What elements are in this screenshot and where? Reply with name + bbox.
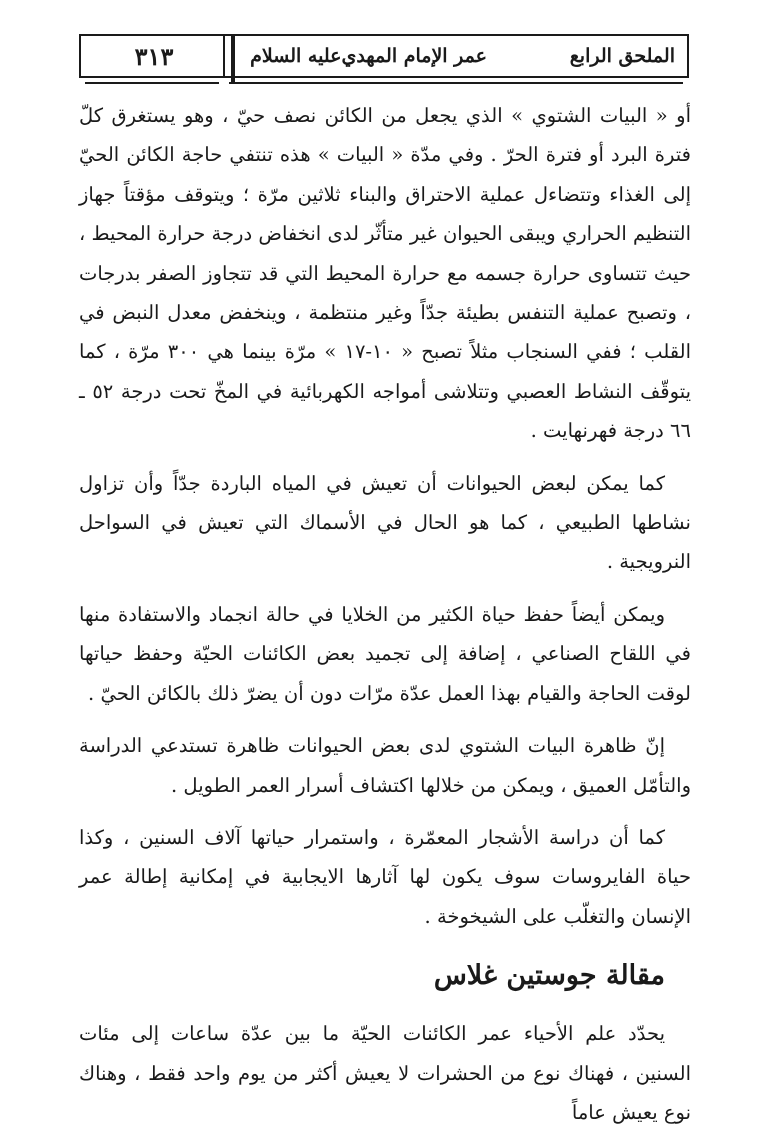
page-header — [79, 34, 689, 84]
paragraph-hibernation: أو « البيات الشتوي » الذي يجعل من الكائن نصف حيّ ، وهو يستغرق كلّ فترة البرد أو فترة الحرّ . وفي مدّة « البيات » هذه تنتفي حاجة الكائن الحيّ إلى الغذاء وتتضاءل عملية الاحتراق والبناء ثلاثين مرّة ؛ ويتوقف مؤقتاً جهاز التنظيم الحراري ويبقى الحيوان غير متأثّر لدى انخفاض درجة حرارة المحيط ، حيث تتساوى حرارة جسمه مع حرارة المحيط التي قد تتجاوز الصفر بدرجات ، وتصبح عملية التنفس بطيئة جدّاً وغير منتظمة ، وينخفض معدل النبض في القلب ؛ ففي السنجاب مثلاً تصبح « ١٠-١٧ » مرّة بينما هي ٣٠٠ مرّة ، كما يتوقّف النشاط العصبي وتتلاشى أمواجه الكهربائية في المخّ تحت درجة ٥٢ ـ ٦٦ درجة فهرنهايت . — [79, 104, 692, 443]
paragraph-hibernation-study: إنّ ظاهرة البيات الشتوي لدى بعض الحيوانات ظاهرة تستدعي الدراسة والتأمّل العميق ، ويمكن من خلالها اكتشاف أسرار العمر الطويل . — [79, 734, 691, 797]
page-number: ٣١٣ — [134, 42, 174, 71]
header-title-frame — [223, 34, 689, 78]
chapter-title: الملحق الرابع — [569, 45, 675, 67]
running-title: عمر الإمام المهدي‌عليه السلام — [250, 45, 487, 67]
section-heading: مقالة جوستين غلاس — [433, 960, 665, 992]
page-number-frame — [79, 34, 225, 78]
paragraph-cold-water-animals: كما يمكن لبعض الحيوانات أن تعيش في المياه الباردة جدّاً وأن تزاول نشاطها الطبيعي ، كما هو الحال في الأسماك التي تعيش في السواحل النرويجية . — [79, 471, 691, 574]
paragraph-cell-freezing: ويمكن أيضاً حفظ حياة الكثير من الخلايا في حالة انجماد والاستفادة منها في اللقاح الصناعي ، إضافة إلى تجميد بعض الكائنات الحيّة وحفظ حياتها لوقت الحاجة والقيام بهذا العمل عدّة مرّات دون أن يضرّ ذلك بالكائن الحيّ . — [79, 602, 691, 705]
paragraph-old-trees: كما أن دراسة الأشجار المعمّرة ، واستمرار حياتها آلاف السنين ، وكذا حياة الفايروسات سوف يكون لها آثارها الايجابية في إمكانية إطالة عمر الإنسان والتغلّب على الشيخوخة . — [79, 825, 691, 928]
header-divider — [231, 34, 235, 84]
paragraph-lifespan: يحدّد علم الأحياء عمر الكائنات الحيّة ما بين عدّة ساعات إلى مئات السنين ، فهناك نوع من الحشرات لا يعيش أكثر من يوم واحد فقط ، وهناك نوع يعيش عاماً — [79, 1022, 691, 1124]
page-body — [79, 96, 691, 1145]
